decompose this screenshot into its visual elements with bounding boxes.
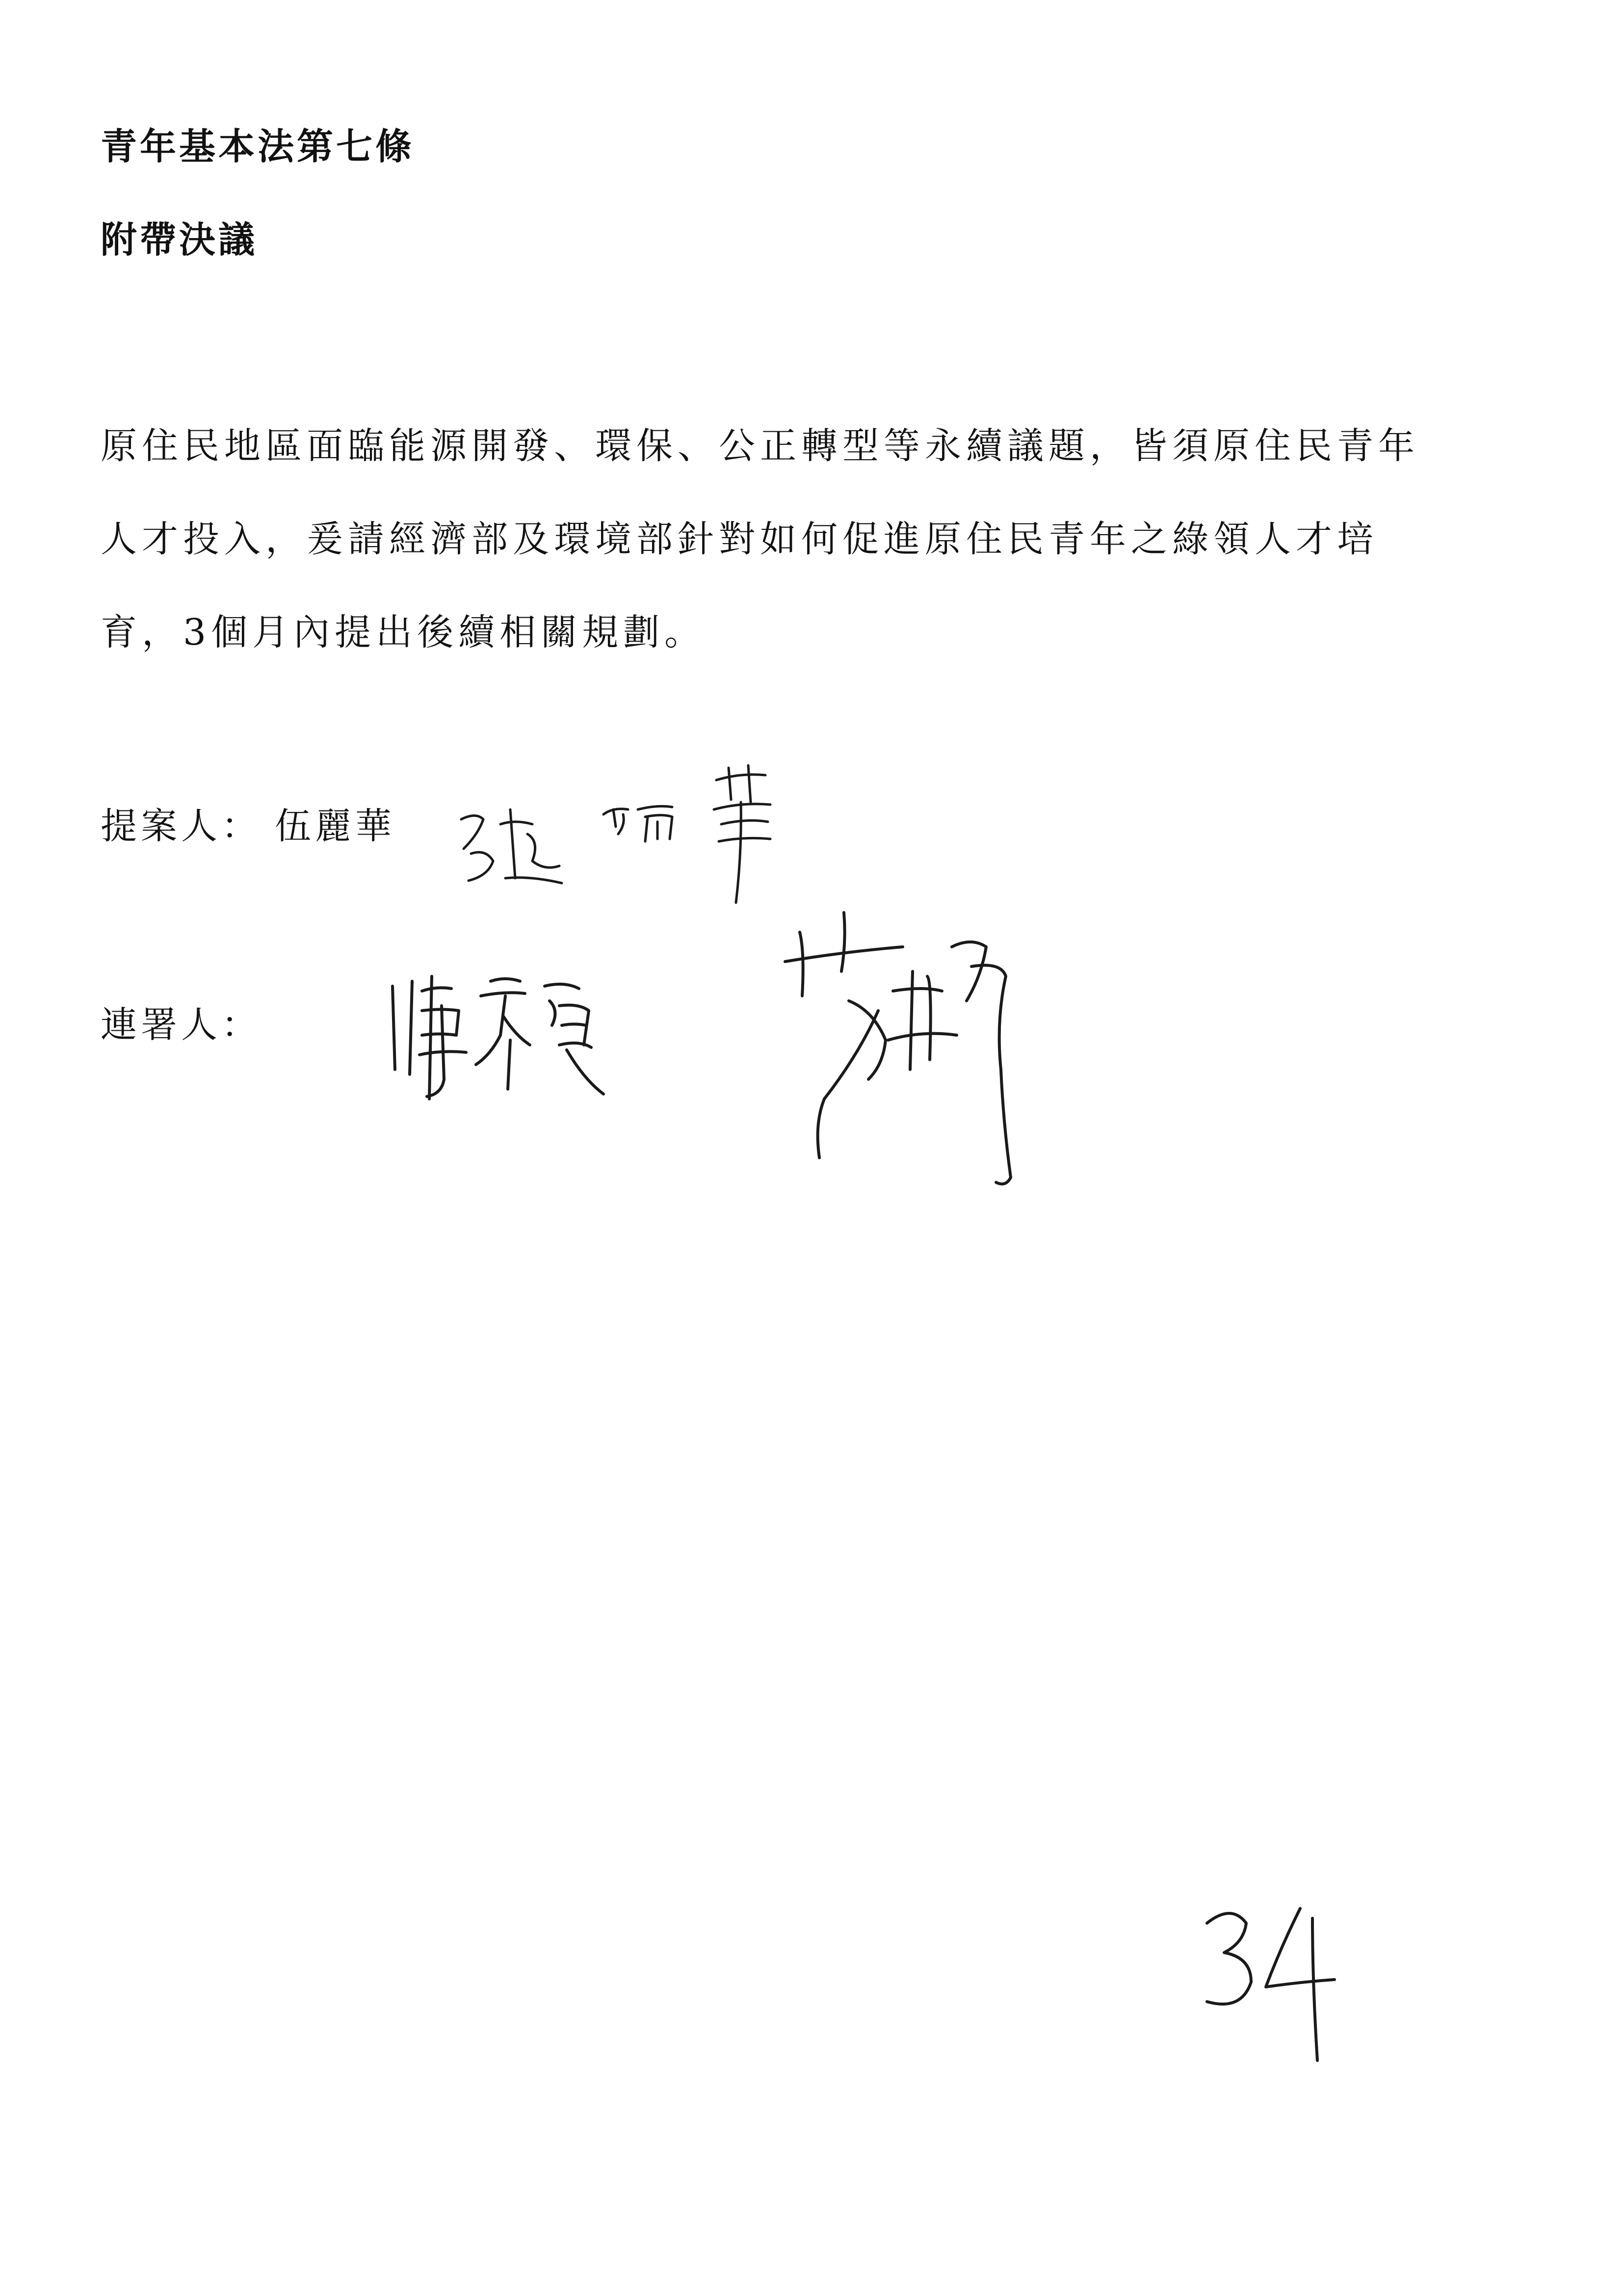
proposer-name: 伍麗華	[275, 805, 395, 847]
handwritten-page-number	[1187, 1894, 1344, 2070]
article-title: 青年基本法第七條	[101, 126, 415, 168]
resolution-body-line: 人才投入，爰請經濟部及環境部針對如何促進原住民青年之綠領人才培	[101, 518, 1378, 560]
resolution-title: 附帶決議	[101, 219, 258, 261]
cosigner-label: 連署人：	[101, 1004, 262, 1046]
resolution-body-line: 原住民地區面臨能源開發、環保、公正轉型等永續議題，皆須原住民青年	[101, 425, 1419, 467]
cosigner-signature	[765, 893, 1040, 1197]
cosigner-signature	[373, 962, 677, 1109]
resolution-body-line: 育，3個月內提出後續相關規劃。	[101, 611, 706, 653]
proposer-label: 提案人：	[101, 805, 262, 847]
